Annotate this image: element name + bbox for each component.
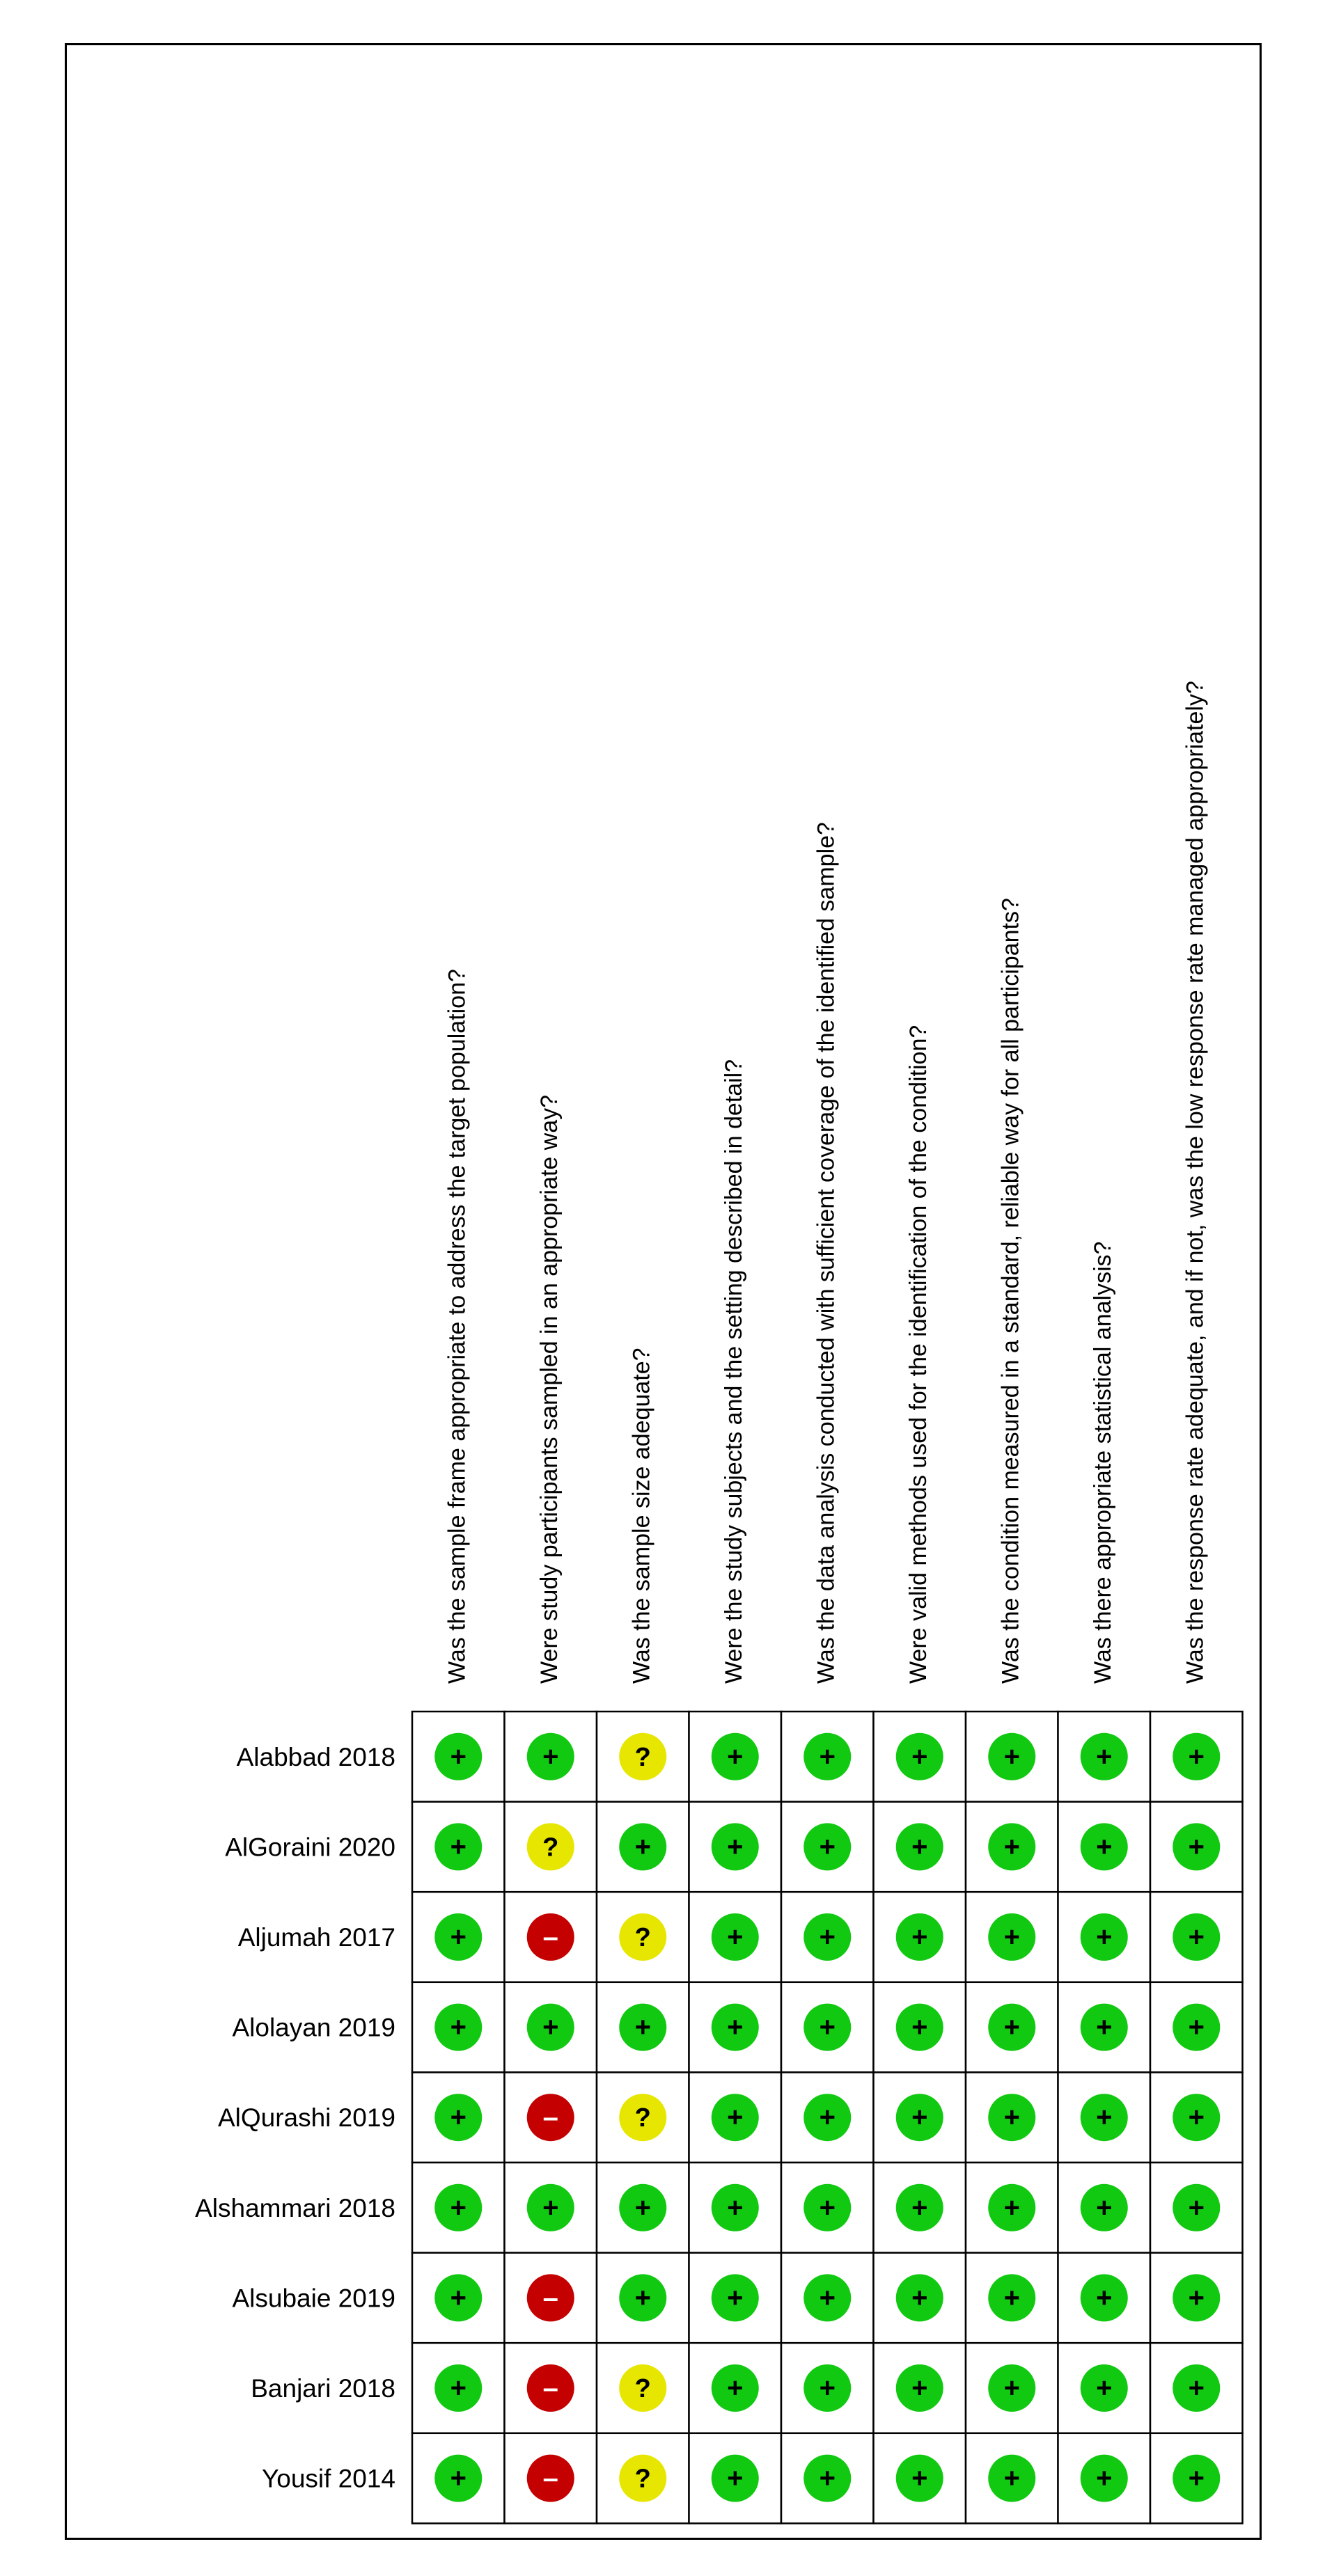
judgement-symbol: + bbox=[819, 2282, 836, 2314]
judgement-mark bbox=[712, 2274, 759, 2321]
judgement-symbol: + bbox=[911, 1741, 928, 1772]
judgement-mark bbox=[896, 1823, 943, 1870]
judgement-symbol: + bbox=[450, 2192, 467, 2223]
judgement-symbol: + bbox=[727, 2192, 744, 2223]
judgement-symbol: + bbox=[1003, 2102, 1020, 2133]
judgement-symbol: + bbox=[542, 2192, 559, 2223]
judgement-symbol: + bbox=[1096, 2102, 1113, 2133]
judgement-mark bbox=[896, 2274, 943, 2321]
judgement-symbol: + bbox=[727, 1741, 744, 1772]
judgement-symbol: – bbox=[542, 2463, 558, 2494]
judgement-symbol: + bbox=[1003, 2373, 1020, 2403]
risk-of-bias-summary-chart bbox=[67, 45, 1260, 2538]
study-label: AlQurashi 2019 bbox=[217, 2103, 395, 2133]
judgement-mark bbox=[1081, 2455, 1128, 2502]
judgement-mark bbox=[803, 1733, 851, 1780]
judgement-symbol: + bbox=[727, 2463, 744, 2494]
judgement-symbol: + bbox=[727, 2012, 744, 2043]
study-labels bbox=[195, 1743, 395, 2493]
judgement-mark bbox=[988, 1913, 1035, 1961]
judgement-mark bbox=[988, 2184, 1035, 2231]
judgement-symbol: + bbox=[1188, 2463, 1205, 2494]
judgement-mark bbox=[619, 2455, 666, 2502]
judgement-mark bbox=[527, 1823, 574, 1870]
judgement-symbol: + bbox=[911, 2282, 928, 2314]
judgement-mark bbox=[1173, 2364, 1220, 2412]
question-labels bbox=[444, 681, 1208, 1684]
judgement-mark bbox=[1081, 2274, 1128, 2321]
judgement-symbol: + bbox=[911, 2192, 928, 2223]
judgement-mark bbox=[988, 2094, 1035, 2141]
judgement-mark bbox=[988, 2274, 1035, 2321]
study-label: Banjari 2018 bbox=[251, 2374, 395, 2403]
judgement-mark bbox=[619, 2004, 666, 2051]
judgement-symbol: + bbox=[911, 2373, 928, 2403]
judgement-mark bbox=[527, 2455, 574, 2502]
study-label: Alabbad 2018 bbox=[236, 1742, 395, 1771]
judgement-mark bbox=[619, 1913, 666, 1961]
judgement-mark bbox=[896, 2184, 943, 2231]
judgement-mark bbox=[1173, 2274, 1220, 2321]
study-label: Yousif 2014 bbox=[261, 2464, 395, 2493]
judgement-symbol: – bbox=[542, 2373, 558, 2403]
judgement-mark bbox=[1081, 2094, 1128, 2141]
judgement-symbol: + bbox=[450, 2282, 467, 2314]
question-label-9: Was the response rate adequate, and if not, was the low response rate managed appropriately? bbox=[1182, 681, 1209, 1684]
judgement-mark bbox=[896, 2004, 943, 2051]
judgement-mark bbox=[619, 2364, 666, 2412]
judgement-mark bbox=[434, 2094, 482, 2141]
judgement-mark bbox=[527, 2004, 574, 2051]
judgement-symbol: + bbox=[1003, 2012, 1020, 2043]
judgement-symbol: + bbox=[1096, 1741, 1113, 1772]
judgement-mark bbox=[803, 2094, 851, 2141]
judgement-symbol: + bbox=[634, 2282, 651, 2314]
judgement-mark bbox=[896, 1913, 943, 1961]
judgement-symbol: + bbox=[1188, 2102, 1205, 2133]
question-label-5: Was the data analysis conducted with sufficient coverage of the identified sample? bbox=[813, 822, 840, 1684]
judgement-symbol: + bbox=[819, 2373, 836, 2403]
judgement-mark bbox=[712, 2364, 759, 2412]
judgement-symbol: ? bbox=[634, 2103, 651, 2133]
judgement-symbol: ? bbox=[634, 1923, 651, 1952]
judgement-symbol: + bbox=[1188, 2192, 1205, 2223]
judgement-symbol: + bbox=[1188, 2012, 1205, 2043]
judgement-mark bbox=[988, 2004, 1035, 2051]
question-label-8: Was there appropriate statistical analysis? bbox=[1089, 1241, 1116, 1684]
study-label: Alolayan 2019 bbox=[232, 2013, 395, 2042]
question-label-3: Was the sample size adequate? bbox=[628, 1348, 655, 1684]
judgement-symbol: ? bbox=[634, 2464, 651, 2494]
judgement-mark bbox=[1081, 1913, 1128, 1961]
judgement-symbol: – bbox=[542, 2102, 558, 2133]
judgement-symbol: + bbox=[1096, 2373, 1113, 2403]
judgement-mark bbox=[712, 2455, 759, 2502]
judgement-symbol: + bbox=[1003, 1922, 1020, 1952]
judgement-symbol: + bbox=[819, 2463, 836, 2494]
judgement-mark bbox=[619, 2184, 666, 2231]
question-label-4: Were the study subjects and the setting described in detail? bbox=[720, 1059, 747, 1684]
judgement-symbol: + bbox=[911, 2463, 928, 2494]
judgement-symbol: + bbox=[450, 2373, 467, 2403]
judgement-mark bbox=[712, 1913, 759, 1961]
judgement-symbol: + bbox=[1003, 2192, 1020, 2223]
judgement-mark bbox=[434, 2184, 482, 2231]
judgement-mark bbox=[712, 2004, 759, 2051]
study-label: Aljumah 2017 bbox=[237, 1923, 395, 1952]
judgement-mark bbox=[896, 2364, 943, 2412]
judgement-symbol: + bbox=[819, 2192, 836, 2223]
judgement-marks bbox=[434, 1733, 1220, 2502]
judgement-mark bbox=[896, 2455, 943, 2502]
judgement-symbol: + bbox=[727, 2102, 744, 2133]
judgement-symbol: + bbox=[542, 2012, 559, 2043]
judgement-symbol: + bbox=[1003, 1741, 1020, 1772]
judgement-symbol: + bbox=[450, 1831, 467, 1863]
judgement-symbol: + bbox=[1003, 2282, 1020, 2314]
judgement-mark bbox=[1081, 2184, 1128, 2231]
judgement-mark bbox=[434, 1733, 482, 1780]
judgement-symbol: + bbox=[450, 1922, 467, 1952]
judgement-mark bbox=[803, 2184, 851, 2231]
judgement-symbol: + bbox=[1003, 2463, 1020, 2494]
judgement-symbol: – bbox=[542, 2282, 558, 2314]
judgement-mark bbox=[1081, 1733, 1128, 1780]
judgement-mark bbox=[434, 2455, 482, 2502]
judgement-mark bbox=[712, 1733, 759, 1780]
judgement-symbol: + bbox=[1188, 2282, 1205, 2314]
judgement-mark bbox=[1081, 1823, 1128, 1870]
judgement-mark bbox=[988, 2364, 1035, 2412]
judgement-mark bbox=[619, 1823, 666, 1870]
judgement-mark bbox=[1173, 2455, 1220, 2502]
judgement-symbol: + bbox=[727, 2282, 744, 2314]
judgement-mark bbox=[434, 1913, 482, 1961]
judgement-symbol: + bbox=[1096, 1922, 1113, 1952]
judgement-mark bbox=[527, 1913, 574, 1961]
question-label-6: Were valid methods used for the identification of the condition? bbox=[904, 1025, 932, 1684]
judgement-mark bbox=[988, 1733, 1035, 1780]
judgement-mark bbox=[527, 2094, 574, 2141]
judgement-symbol: + bbox=[1096, 2463, 1113, 2494]
judgement-symbol: + bbox=[1096, 1831, 1113, 1863]
judgement-symbol: + bbox=[634, 2012, 651, 2043]
judgement-mark bbox=[803, 1913, 851, 1961]
judgement-mark bbox=[434, 2274, 482, 2321]
judgement-mark bbox=[803, 2364, 851, 2412]
judgement-symbol: + bbox=[911, 2012, 928, 2043]
judgement-symbol: + bbox=[634, 2192, 651, 2223]
judgement-mark bbox=[1173, 1823, 1220, 1870]
judgement-mark bbox=[619, 1733, 666, 1780]
judgement-symbol: + bbox=[1096, 2192, 1113, 2223]
judgement-mark bbox=[988, 1823, 1035, 1870]
judgement-symbol: + bbox=[819, 1922, 836, 1952]
judgement-mark bbox=[896, 1733, 943, 1780]
judgement-mark bbox=[619, 2094, 666, 2141]
judgement-symbol: + bbox=[1188, 2373, 1205, 2403]
judgement-symbol: + bbox=[634, 1831, 651, 1863]
figure-frame bbox=[65, 43, 1262, 2540]
judgement-mark bbox=[1173, 2184, 1220, 2231]
judgement-mark bbox=[527, 1733, 574, 1780]
judgement-mark bbox=[434, 2004, 482, 2051]
judgement-symbol: + bbox=[911, 1831, 928, 1863]
judgement-mark bbox=[527, 2184, 574, 2231]
judgement-symbol: + bbox=[819, 2102, 836, 2133]
judgement-symbol: + bbox=[1096, 2282, 1113, 2314]
judgement-mark bbox=[1081, 2364, 1128, 2412]
judgement-mark bbox=[619, 2274, 666, 2321]
judgement-symbol: + bbox=[1188, 1922, 1205, 1952]
judgement-symbol: + bbox=[450, 2012, 467, 2043]
study-label: Alshammari 2018 bbox=[195, 2193, 395, 2222]
judgement-symbol: + bbox=[1188, 1831, 1205, 1863]
judgement-mark bbox=[712, 2184, 759, 2231]
judgement-symbol: + bbox=[819, 1831, 836, 1863]
judgement-symbol: ? bbox=[634, 2374, 651, 2403]
judgement-mark bbox=[712, 1823, 759, 1870]
judgement-mark bbox=[434, 2364, 482, 2412]
judgement-symbol: – bbox=[542, 1922, 558, 1952]
judgement-mark bbox=[803, 2004, 851, 2051]
judgement-mark bbox=[1173, 2004, 1220, 2051]
judgement-symbol: ? bbox=[542, 1833, 559, 1863]
question-label-2: Were study participants sampled in an appropriate way? bbox=[535, 1094, 563, 1684]
judgement-symbol: + bbox=[911, 2102, 928, 2133]
judgement-mark bbox=[1173, 2094, 1220, 2141]
judgement-mark bbox=[1081, 2004, 1128, 2051]
judgement-symbol: + bbox=[727, 1831, 744, 1863]
judgement-mark bbox=[527, 2274, 574, 2321]
judgement-symbol: + bbox=[450, 2102, 467, 2133]
judgement-symbol: + bbox=[450, 1741, 467, 1772]
judgement-mark bbox=[803, 2274, 851, 2321]
judgement-mark bbox=[1173, 1733, 1220, 1780]
judgement-mark bbox=[803, 2455, 851, 2502]
judgement-mark bbox=[712, 2094, 759, 2141]
question-label-7: Was the condition measured in a standard, reliable way for all participants? bbox=[997, 898, 1024, 1684]
judgement-mark bbox=[988, 2455, 1035, 2502]
judgement-mark bbox=[896, 2094, 943, 2141]
judgement-symbol: + bbox=[1188, 1741, 1205, 1772]
judgement-symbol: + bbox=[1003, 1831, 1020, 1863]
study-label: AlGoraini 2020 bbox=[225, 1833, 395, 1862]
judgement-symbol: ? bbox=[634, 1742, 651, 1772]
question-label-1: Was the sample frame appropriate to address the target population? bbox=[444, 969, 471, 1684]
judgement-symbol: + bbox=[542, 1741, 559, 1772]
judgement-symbol: + bbox=[911, 1922, 928, 1952]
judgement-symbol: + bbox=[1096, 2012, 1113, 2043]
judgement-symbol: + bbox=[819, 1741, 836, 1772]
judgement-mark bbox=[527, 2364, 574, 2412]
judgement-symbol: + bbox=[819, 2012, 836, 2043]
judgement-mark bbox=[803, 1823, 851, 1870]
judgement-mark bbox=[1173, 1913, 1220, 1961]
judgement-symbol: + bbox=[727, 1922, 744, 1952]
judgement-symbol: + bbox=[450, 2463, 467, 2494]
judgement-symbol: + bbox=[727, 2373, 744, 2403]
study-label: Alsubaie 2019 bbox=[232, 2284, 395, 2313]
judgement-mark bbox=[434, 1823, 482, 1870]
